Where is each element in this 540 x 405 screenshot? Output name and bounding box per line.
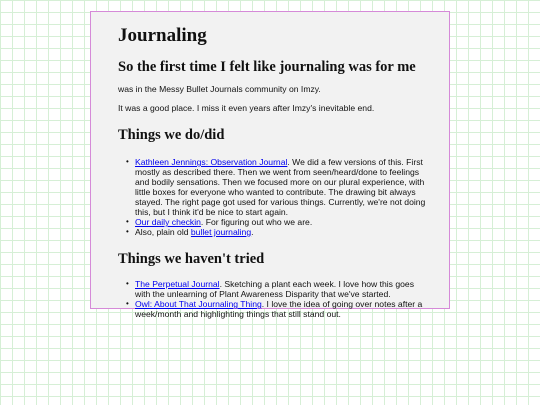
bullet-icon: • [126,299,129,308]
things-we-do-list [118,157,427,237]
intro-paragraph-2: It was a good place. I miss it even years after Imzy's inevitable end. [118,103,375,113]
list-item [126,227,427,237]
owl-journaling-link[interactable]: Owl: About That Journaling Thing [135,299,262,309]
intro-paragraph-1: was in the Messy Bullet Journals community on Imzy. [118,84,321,94]
bullet-icon: • [126,279,129,288]
daily-checkin-link[interactable]: Our daily checkin [135,217,201,227]
bullet-icon: • [126,157,129,166]
page-title: Journaling [118,25,207,46]
list-item-text: . Sketching a plant each week. I love how this goes with the unlearning of Plant Awareness Disparity that we've started. [135,279,414,299]
journaling-card [90,11,450,319]
list-item [126,157,427,217]
things-we-do-heading: Things we do/did [118,127,225,143]
list-item-text: . We did a few versions of this. First mostly as described there. Then we went from seen/heard/done to feelings and bodily sensations. Then we focused more on our plural experience, with little boxes for everyone who wanted to contribute. The drawing bit always stayed. The right page got used for various things. Currently, we're not doing this, but I think it'd be nice to start again. [135,157,426,217]
list-item [126,299,427,319]
list-item [126,217,427,227]
things-not-tried-list [118,279,427,319]
list-item-prefix: Also, plain old [135,227,191,237]
list-item-text: . [251,227,254,237]
things-not-tried-heading: Things we haven't tried [118,251,265,267]
list-item [126,279,427,299]
observation-journal-link[interactable]: Kathleen Jennings: Observation Journal [135,157,288,167]
list-item-text: . For figuring out who we are. [200,217,313,227]
intro-heading: So the first time I felt like journaling was for me [118,59,416,75]
bullet-icon: • [126,217,129,226]
list-item-text: . I love the idea of going over notes after a week/month and highlighting things that still stand out. [135,299,423,319]
perpetual-journal-link[interactable]: The Perpetual Journal [135,279,220,289]
bullet-icon: • [126,227,129,236]
bullet-journaling-link[interactable]: bullet journaling [190,227,252,237]
